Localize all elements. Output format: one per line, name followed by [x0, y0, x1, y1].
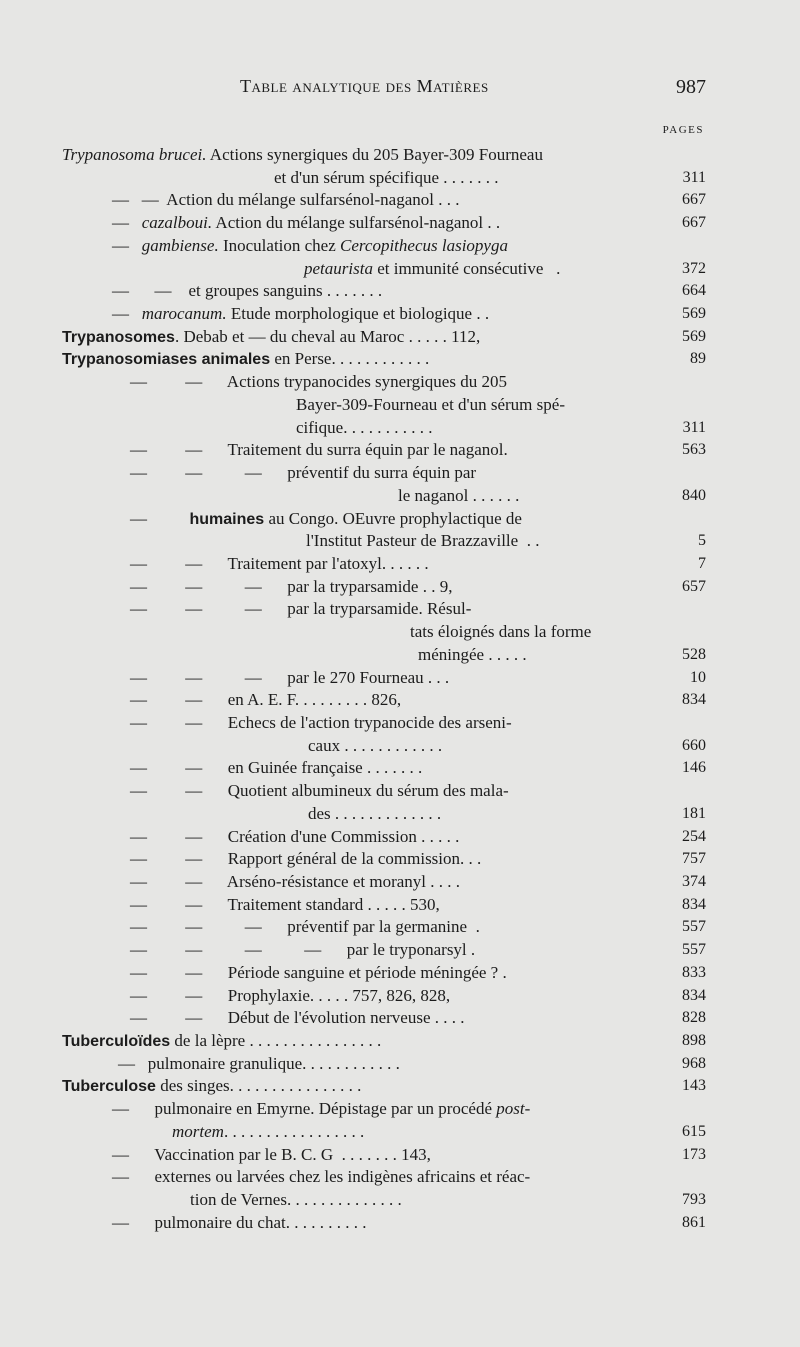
index-line-text: [274, 167, 499, 190]
text-segment: externes ou larvées chez les indigènes africains et réac-: [129, 1167, 531, 1187]
index-line-text: [62, 348, 429, 372]
index-line-text: [112, 280, 382, 303]
text-segment: Action du mélange sulfarsénol-naganol . .: [212, 213, 501, 233]
index-line-text: [130, 826, 459, 849]
text-segment: . . . . . . . . . . . . . . . . .: [223, 1121, 365, 1141]
index-line-text: [130, 871, 460, 894]
page-ref: 10: [690, 668, 706, 686]
text-segment: —: [112, 281, 129, 301]
text-segment: —: [130, 576, 147, 596]
text-segment: — Création d'une Commission . . . . .: [147, 826, 460, 846]
page-ref: 660: [682, 736, 706, 754]
text-segment: méningée . . . . .: [418, 644, 527, 664]
index-line: [0, 985, 800, 1008]
index-line: [0, 280, 800, 303]
index-line-text: [130, 576, 452, 599]
index-term: Trypanosomiases animales: [62, 351, 271, 369]
index-line: [0, 326, 800, 349]
index-line-text: [130, 939, 475, 962]
index-entries: [0, 144, 800, 1235]
text-segment: — Traitement par l'atoxyl. . . . . .: [147, 553, 429, 573]
text-segment: —: [130, 553, 147, 573]
text-segment: — Actions trypanocides synergiques du 205: [147, 372, 507, 392]
page-number: 987: [676, 76, 706, 98]
text-segment: — Période sanguine et période méningée ? .: [147, 962, 507, 982]
index-line: [0, 712, 800, 735]
index-line-text: [62, 144, 543, 167]
page-ref: 563: [682, 441, 706, 459]
index-term: Tuberculoïdes: [62, 1033, 171, 1051]
index-line: [0, 598, 800, 621]
index-line: [0, 826, 800, 849]
text-segment: — Echecs de l'action trypanocide des arseni-: [147, 712, 512, 732]
index-line: [0, 848, 800, 871]
text-segment: Vaccination par le B. C. G . . . . . . . 143,: [129, 1144, 431, 1164]
index-line-text: [112, 189, 459, 212]
index-line-text: [112, 1098, 530, 1121]
text-segment: —: [130, 962, 147, 982]
text-segment: des singes. . . . . . . . . . . . . . . .: [155, 1076, 362, 1096]
index-term: Tuberculose: [62, 1078, 156, 1096]
text-segment: — Action du mélange sulfarsénol-naganol . . .: [129, 190, 460, 210]
index-line: [0, 1007, 800, 1030]
text-segment: — en Guinée française . . . . . . .: [147, 758, 423, 778]
text-segment: Bayer-309-Fourneau et d'un sérum spé-: [296, 394, 565, 414]
text-segment: —: [130, 667, 147, 687]
index-line-text: [306, 530, 539, 553]
text-segment: —: [130, 894, 147, 914]
text-segment: —: [112, 190, 129, 210]
index-line: [0, 894, 800, 917]
index-line: [0, 1053, 800, 1076]
text-segment: — — — par le tryponarsyl .: [147, 940, 476, 960]
page-ref: 181: [682, 804, 706, 822]
text-segment: — — par le 270 Fourneau . . .: [147, 667, 450, 687]
text-segment: —: [130, 940, 147, 960]
index-line: [0, 621, 800, 644]
italic-text: marocanum.: [141, 304, 227, 324]
index-line: [0, 212, 800, 235]
text-segment: — Rapport général de la commission. . .: [147, 849, 482, 869]
italic-text: post-: [496, 1099, 531, 1119]
page-ref: 667: [682, 191, 706, 209]
index-line: [0, 1121, 800, 1144]
text-segment: et d'un sérum spécifique . . . . . . .: [274, 167, 499, 187]
index-line-text: [418, 644, 527, 667]
index-term: Trypanosomes: [62, 328, 175, 346]
page-ref: 793: [682, 1191, 706, 1209]
italic-text: Trypanosoma brucei.: [62, 145, 207, 164]
running-title: Table analytique des Matières: [240, 76, 489, 96]
index-line-text: [130, 553, 429, 576]
text-segment: —: [130, 463, 147, 483]
index-line-text: [112, 235, 508, 258]
index-line-text: [410, 621, 591, 644]
text-segment: — Quotient albumineux du sérum des mala-: [147, 781, 509, 801]
text-segment: —: [112, 1212, 129, 1232]
text-segment: —: [112, 304, 129, 324]
index-line: [0, 803, 800, 826]
text-segment: —: [130, 781, 147, 801]
text-segment: —: [118, 1053, 135, 1073]
index-line-text: [304, 258, 560, 281]
index-line: [0, 462, 800, 485]
text-segment: Etude morphologique et biologique . .: [226, 304, 490, 324]
index-line: [0, 1030, 800, 1053]
index-line-text: [296, 417, 432, 440]
index-line-text: [112, 212, 500, 235]
index-line: [0, 348, 800, 371]
page-ref: 833: [682, 963, 706, 981]
index-line: [0, 916, 800, 939]
page-ref: 615: [682, 1122, 706, 1140]
index-line-text: [130, 712, 512, 735]
index-line: [0, 1189, 800, 1212]
text-segment: au Congo. OEuvre prophylactique de: [264, 508, 522, 528]
index-line: [0, 689, 800, 712]
text-segment: — Traitement standard . . . . . 530,: [147, 894, 440, 914]
index-line: [0, 394, 800, 417]
text-segment: —: [130, 758, 147, 778]
page-ref: 840: [682, 486, 706, 504]
page-ref: 898: [682, 1032, 706, 1050]
index-line: [0, 939, 800, 962]
index-line: [0, 144, 800, 167]
text-segment: — et groupes sanguins . . . . . . .: [129, 281, 383, 301]
page-ref: 528: [682, 645, 706, 663]
page-ref: 757: [682, 850, 706, 868]
index-line-text: [130, 667, 449, 690]
text-segment: —: [112, 1167, 129, 1187]
text-segment: — — par la tryparsamide. Résul-: [147, 599, 472, 619]
index-line: [0, 303, 800, 326]
text-segment: —: [112, 213, 129, 233]
page-ref: 828: [682, 1009, 706, 1027]
page-ref: 569: [682, 327, 706, 345]
text-segment: [129, 236, 142, 255]
page-ref: 89: [690, 350, 706, 368]
text-segment: — Prophylaxie. . . . . 757, 826, 828,: [147, 985, 451, 1005]
text-segment: —: [130, 440, 147, 460]
page-ref: 372: [682, 259, 706, 277]
index-line-text: [130, 371, 507, 394]
text-segment: cifique. . . . . . . . . . .: [296, 417, 433, 437]
text-segment: —: [112, 235, 129, 255]
index-line: [0, 871, 800, 894]
index-line: [0, 371, 800, 394]
italic-text: gambiense.: [141, 235, 219, 255]
index-line-text: [296, 394, 565, 417]
page-ref: 374: [682, 873, 706, 890]
index-line-text: [130, 985, 450, 1008]
index-line: [0, 576, 800, 599]
index-line-text: [130, 757, 422, 780]
text-segment: —: [130, 712, 147, 732]
text-segment: — — préventif du surra équin par: [147, 463, 477, 483]
italic-text: Cercopithecus lasiopyga: [340, 235, 508, 255]
pages-column-label: PAGES: [662, 124, 704, 136]
text-segment: Inoculation chez: [218, 235, 341, 255]
index-line-text: [308, 735, 442, 758]
index-line: [0, 530, 800, 553]
index-line: [0, 1098, 800, 1121]
index-line-text: [62, 1030, 381, 1054]
index-line: [0, 644, 800, 667]
page-ref: 861: [682, 1213, 706, 1231]
page-ref: 7: [698, 554, 706, 572]
text-segment: pulmonaire en Emyrne. Dépistage par un procédé: [129, 1099, 497, 1119]
text-segment: —: [130, 985, 147, 1005]
index-line: [0, 757, 800, 780]
index-line-text: [130, 462, 476, 485]
index-line-text: [130, 598, 471, 621]
index-line-text: [130, 962, 507, 985]
text-segment: —: [130, 826, 147, 846]
index-line: [0, 1075, 800, 1098]
text-segment: pulmonaire granulique. . . . . . . . . . . .: [135, 1053, 400, 1073]
text-segment: —: [130, 599, 147, 619]
text-segment: Actions synergiques du 205 Bayer-309 Fourneau: [206, 145, 543, 164]
index-line: [0, 1212, 800, 1235]
index-line: [0, 553, 800, 576]
text-segment: —: [130, 1008, 147, 1028]
page-ref: 254: [682, 827, 706, 845]
index-line-text: [62, 1075, 361, 1099]
italic-text: petaurista: [304, 258, 373, 278]
index-line-text: [398, 485, 519, 508]
index-line-text: [118, 1053, 400, 1076]
index-line: [0, 1144, 800, 1167]
index-line-text: [130, 848, 481, 871]
page-ref: 657: [682, 577, 706, 595]
text-segment: —: [130, 872, 147, 891]
index-line-text: [130, 439, 508, 462]
text-segment: —: [130, 690, 147, 710]
text-segment: l'Institut Pasteur de Brazzaville . .: [306, 531, 540, 551]
text-segment: — Traitement du surra équin par le naganol.: [147, 440, 508, 460]
page-ref: 968: [682, 1054, 706, 1072]
page-ref: 834: [682, 986, 706, 1004]
index-line-text: [308, 803, 441, 826]
page-ref: 143: [682, 1077, 706, 1095]
index-line: [0, 667, 800, 690]
index-line: [0, 780, 800, 803]
index-term: humaines: [189, 510, 265, 528]
index-line: [0, 508, 800, 531]
italic-text: mortem: [172, 1121, 224, 1141]
index-line-text: [130, 780, 509, 803]
page-ref: 569: [682, 305, 706, 323]
text-segment: tats éloignés dans la forme: [410, 622, 592, 642]
page-ref: 557: [682, 941, 706, 959]
index-line-text: [112, 303, 489, 326]
text-segment: —: [112, 1099, 129, 1119]
text-segment: — Arséno-résistance et moranyl . . . .: [147, 872, 461, 891]
text-segment: — — par la tryparsamide . . 9,: [147, 576, 453, 596]
index-line-text: [130, 894, 440, 917]
text-segment: et immunité consécutive .: [372, 258, 561, 278]
text-segment: —: [130, 508, 147, 528]
italic-text: cazalboui.: [141, 213, 213, 233]
page-ref: 173: [682, 1145, 706, 1163]
page-ref: 664: [682, 282, 706, 300]
text-segment: —: [130, 372, 147, 392]
index-line: [0, 439, 800, 462]
page-ref: 834: [682, 691, 706, 709]
index-line-text: [190, 1189, 402, 1212]
index-line-text: [62, 326, 480, 350]
text-segment: de la lèpre . . . . . . . . . . . . . . . .: [170, 1031, 382, 1051]
text-segment: — — préventif par la germanine .: [147, 917, 480, 937]
text-segment: — en A. E. F. . . . . . . . . 826,: [147, 690, 402, 710]
page-ref: 667: [682, 214, 706, 232]
page-ref: 5: [698, 532, 706, 550]
index-line: [0, 735, 800, 758]
index-line-text: [130, 689, 401, 712]
text-segment: en Perse. . . . . . . . . . . .: [270, 349, 430, 369]
index-line: [0, 962, 800, 985]
index-line-text: [130, 1007, 465, 1030]
page-ref: 834: [682, 895, 706, 913]
index-line: [0, 235, 800, 258]
index-line-text: [112, 1144, 431, 1167]
text-segment: — Début de l'évolution nerveuse . . . .: [147, 1008, 465, 1028]
page-ref: 557: [682, 918, 706, 936]
text-segment: [129, 213, 142, 232]
text-segment: des . . . . . . . . . . . . .: [308, 803, 442, 823]
text-segment: caux . . . . . . . . . . . .: [308, 735, 443, 755]
index-line-text: [172, 1121, 364, 1144]
index-line: [0, 167, 800, 190]
page-ref: 311: [682, 418, 706, 436]
running-header: [0, 76, 800, 100]
text-segment: le naganol . . . . . .: [398, 485, 520, 505]
page-ref: 311: [682, 168, 706, 186]
index-line: [0, 189, 800, 212]
index-line: [0, 258, 800, 281]
text-segment: . Debab et — du cheval au Maroc . . . . . 112,: [174, 326, 481, 346]
text-segment: pulmonaire du chat. . . . . . . . . .: [129, 1212, 367, 1232]
text-segment: —: [130, 849, 147, 869]
text-segment: [147, 509, 190, 528]
index-line-text: [112, 1212, 367, 1235]
text-segment: —: [112, 1144, 129, 1164]
text-segment: —: [130, 917, 147, 937]
page-ref: 146: [682, 759, 706, 777]
index-line-text: [130, 508, 522, 532]
index-line-text: [130, 916, 480, 939]
index-line: [0, 417, 800, 440]
index-line: [0, 1166, 800, 1189]
text-segment: [129, 304, 142, 323]
index-line: [0, 485, 800, 508]
index-line-text: [112, 1166, 530, 1189]
text-segment: tion de Vernes. . . . . . . . . . . . . .: [190, 1190, 402, 1210]
